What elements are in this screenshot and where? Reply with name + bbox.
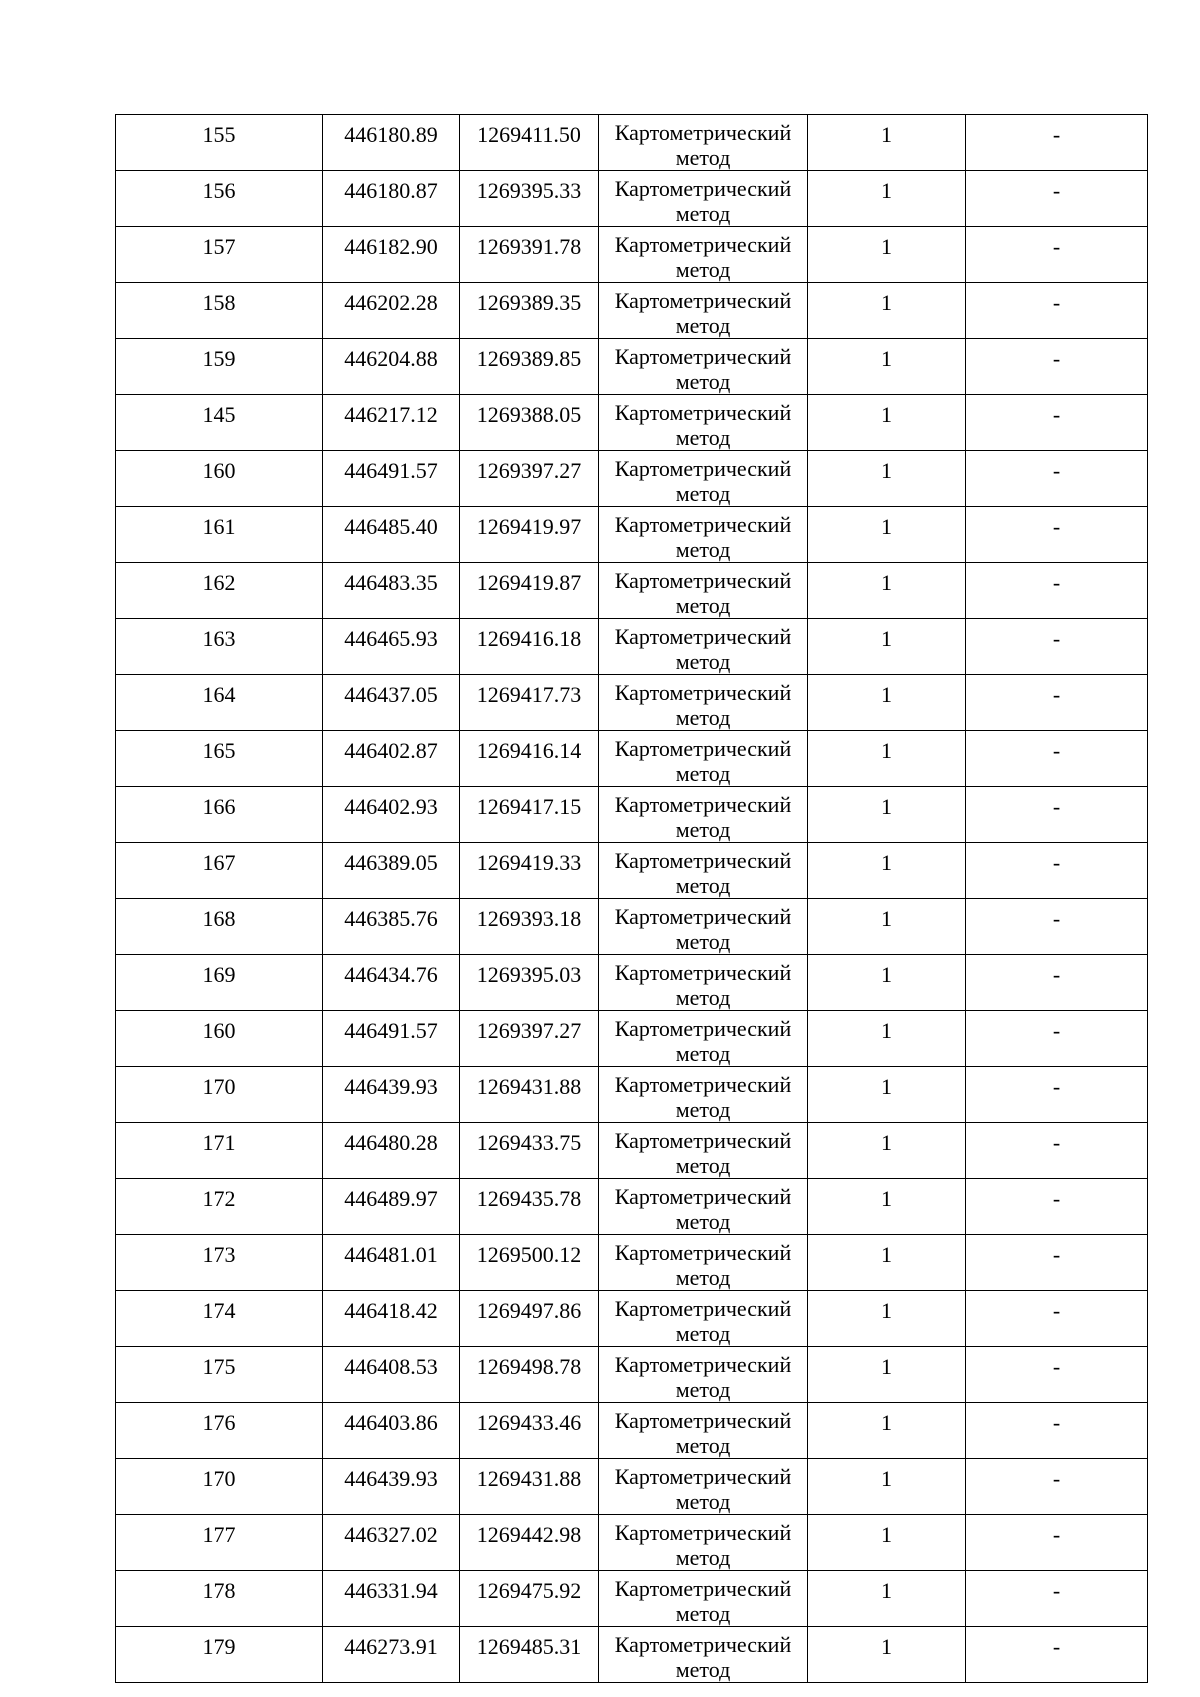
y-coordinate-cell: 1269433.75 [460, 1123, 599, 1179]
note-cell: - [966, 1235, 1148, 1291]
y-coordinate-cell: 1269389.35 [460, 283, 599, 339]
x-coordinate-cell: 446465.93 [323, 619, 460, 675]
y-coordinate-cell: 1269397.27 [460, 451, 599, 507]
y-coordinate-cell: 1269388.05 [460, 395, 599, 451]
point-number-cell: 162 [116, 563, 323, 619]
x-coordinate-cell: 446204.88 [323, 339, 460, 395]
note-cell: - [966, 1123, 1148, 1179]
point-number-cell: 167 [116, 843, 323, 899]
note-cell: - [966, 955, 1148, 1011]
point-number-cell: 145 [116, 395, 323, 451]
point-number-cell: 168 [116, 899, 323, 955]
x-coordinate-cell: 446480.28 [323, 1123, 460, 1179]
method-cell [599, 1347, 808, 1403]
method-cell [599, 1179, 808, 1235]
note-cell: - [966, 1571, 1148, 1627]
note-cell: - [966, 171, 1148, 227]
note-cell: - [966, 563, 1148, 619]
table-row [116, 1403, 1148, 1459]
accuracy-cell: 1 [808, 619, 966, 675]
table-row [116, 1067, 1148, 1123]
method-line-2: метод [675, 1097, 731, 1122]
method-line-1: Картометрический [614, 1016, 792, 1041]
table-row [116, 227, 1148, 283]
x-coordinate-cell: 446327.02 [323, 1515, 460, 1571]
accuracy-cell: 1 [808, 843, 966, 899]
accuracy-cell: 1 [808, 1515, 966, 1571]
x-coordinate-cell: 446217.12 [323, 395, 460, 451]
method-line-2: метод [675, 985, 731, 1010]
table-row [116, 1291, 1148, 1347]
accuracy-cell: 1 [808, 115, 966, 171]
method-line-1: Картометрический [614, 1072, 792, 1097]
table-row [116, 395, 1148, 451]
accuracy-cell: 1 [808, 1235, 966, 1291]
method-line-1: Картометрический [614, 400, 792, 425]
note-cell: - [966, 395, 1148, 451]
method-cell [599, 563, 808, 619]
y-coordinate-cell: 1269419.33 [460, 843, 599, 899]
y-coordinate-cell: 1269397.27 [460, 1011, 599, 1067]
table-row [116, 115, 1148, 171]
accuracy-cell: 1 [808, 227, 966, 283]
point-number-cell: 179 [116, 1627, 323, 1683]
method-line-2: метод [675, 1209, 731, 1234]
method-line-1: Картометрический [614, 512, 792, 537]
accuracy-cell: 1 [808, 1291, 966, 1347]
x-coordinate-cell: 446389.05 [323, 843, 460, 899]
table-row [116, 955, 1148, 1011]
method-line-2: метод [675, 1657, 731, 1682]
x-coordinate-cell: 446439.93 [323, 1459, 460, 1515]
method-cell [599, 899, 808, 955]
method-cell [599, 1515, 808, 1571]
y-coordinate-cell: 1269419.97 [460, 507, 599, 563]
method-line-2: метод [675, 1545, 731, 1570]
x-coordinate-cell: 446489.97 [323, 1179, 460, 1235]
point-number-cell: 171 [116, 1123, 323, 1179]
point-number-cell: 170 [116, 1067, 323, 1123]
note-cell: - [966, 899, 1148, 955]
table-row [116, 675, 1148, 731]
note-cell: - [966, 675, 1148, 731]
method-line-2: метод [675, 257, 731, 282]
x-coordinate-cell: 446491.57 [323, 451, 460, 507]
point-number-cell: 173 [116, 1235, 323, 1291]
accuracy-cell: 1 [808, 171, 966, 227]
accuracy-cell: 1 [808, 1011, 966, 1067]
method-line-1: Картометрический [614, 960, 792, 985]
y-coordinate-cell: 1269416.18 [460, 619, 599, 675]
method-line-1: Картометрический [614, 1520, 792, 1545]
method-line-1: Картометрический [614, 1184, 792, 1209]
method-line-2: метод [675, 145, 731, 170]
method-line-2: метод [675, 705, 731, 730]
y-coordinate-cell: 1269435.78 [460, 1179, 599, 1235]
method-cell [599, 619, 808, 675]
x-coordinate-cell: 446408.53 [323, 1347, 460, 1403]
y-coordinate-cell: 1269442.98 [460, 1515, 599, 1571]
y-coordinate-cell: 1269417.73 [460, 675, 599, 731]
method-line-1: Картометрический [614, 120, 792, 145]
point-number-cell: 175 [116, 1347, 323, 1403]
x-coordinate-cell: 446403.86 [323, 1403, 460, 1459]
point-number-cell: 159 [116, 339, 323, 395]
point-number-cell: 170 [116, 1459, 323, 1515]
table-row [116, 171, 1148, 227]
method-cell [599, 115, 808, 171]
method-cell [599, 1291, 808, 1347]
method-line-1: Картометрический [614, 848, 792, 873]
method-line-1: Картометрический [614, 680, 792, 705]
note-cell: - [966, 1515, 1148, 1571]
point-number-cell: 172 [116, 1179, 323, 1235]
note-cell: - [966, 1403, 1148, 1459]
method-line-1: Картометрический [614, 736, 792, 761]
y-coordinate-cell: 1269419.87 [460, 563, 599, 619]
table-row [116, 451, 1148, 507]
table-row [116, 1347, 1148, 1403]
coordinates-table-body [116, 115, 1148, 1683]
accuracy-cell: 1 [808, 899, 966, 955]
note-cell: - [966, 731, 1148, 787]
method-line-1: Картометрический [614, 792, 792, 817]
method-line-1: Картометрический [614, 1240, 792, 1265]
method-line-1: Картометрический [614, 624, 792, 649]
method-cell [599, 1459, 808, 1515]
accuracy-cell: 1 [808, 955, 966, 1011]
method-cell [599, 1571, 808, 1627]
method-line-2: метод [675, 1489, 731, 1514]
point-number-cell: 169 [116, 955, 323, 1011]
table-row [116, 1235, 1148, 1291]
x-coordinate-cell: 446483.35 [323, 563, 460, 619]
x-coordinate-cell: 446331.94 [323, 1571, 460, 1627]
method-cell [599, 675, 808, 731]
point-number-cell: 161 [116, 507, 323, 563]
point-number-cell: 176 [116, 1403, 323, 1459]
y-coordinate-cell: 1269395.33 [460, 171, 599, 227]
note-cell: - [966, 619, 1148, 675]
method-line-2: метод [675, 1265, 731, 1290]
x-coordinate-cell: 446180.87 [323, 171, 460, 227]
method-cell [599, 227, 808, 283]
point-number-cell: 158 [116, 283, 323, 339]
method-line-1: Картометрический [614, 1632, 792, 1657]
method-line-2: метод [675, 817, 731, 842]
accuracy-cell: 1 [808, 1571, 966, 1627]
method-line-1: Картометрический [614, 1576, 792, 1601]
method-cell [599, 339, 808, 395]
accuracy-cell: 1 [808, 395, 966, 451]
method-cell [599, 1403, 808, 1459]
point-number-cell: 156 [116, 171, 323, 227]
table-row [116, 507, 1148, 563]
accuracy-cell: 1 [808, 1123, 966, 1179]
point-number-cell: 177 [116, 1515, 323, 1571]
note-cell: - [966, 1627, 1148, 1683]
table-row [116, 843, 1148, 899]
table-row [116, 339, 1148, 395]
note-cell: - [966, 283, 1148, 339]
method-line-2: метод [675, 1153, 731, 1178]
y-coordinate-cell: 1269416.14 [460, 731, 599, 787]
method-cell [599, 171, 808, 227]
method-line-1: Картометрический [614, 288, 792, 313]
x-coordinate-cell: 446402.87 [323, 731, 460, 787]
method-line-2: метод [675, 481, 731, 506]
method-cell [599, 1123, 808, 1179]
note-cell: - [966, 451, 1148, 507]
note-cell: - [966, 339, 1148, 395]
note-cell: - [966, 1067, 1148, 1123]
table-row [116, 563, 1148, 619]
point-number-cell: 164 [116, 675, 323, 731]
x-coordinate-cell: 446491.57 [323, 1011, 460, 1067]
method-cell [599, 1627, 808, 1683]
method-line-2: метод [675, 649, 731, 674]
note-cell: - [966, 843, 1148, 899]
method-line-1: Картометрический [614, 176, 792, 201]
note-cell: - [966, 507, 1148, 563]
y-coordinate-cell: 1269497.86 [460, 1291, 599, 1347]
method-line-1: Картометрический [614, 1352, 792, 1377]
method-line-1: Картометрический [614, 344, 792, 369]
accuracy-cell: 1 [808, 675, 966, 731]
note-cell: - [966, 115, 1148, 171]
accuracy-cell: 1 [808, 283, 966, 339]
y-coordinate-cell: 1269391.78 [460, 227, 599, 283]
method-line-1: Картометрический [614, 904, 792, 929]
accuracy-cell: 1 [808, 1627, 966, 1683]
method-cell [599, 451, 808, 507]
accuracy-cell: 1 [808, 1067, 966, 1123]
method-line-2: метод [675, 593, 731, 618]
x-coordinate-cell: 446418.42 [323, 1291, 460, 1347]
method-cell [599, 1011, 808, 1067]
method-cell [599, 955, 808, 1011]
point-number-cell: 165 [116, 731, 323, 787]
table-row [116, 731, 1148, 787]
coordinates-table [115, 114, 1148, 1683]
y-coordinate-cell: 1269393.18 [460, 899, 599, 955]
method-line-2: метод [675, 1041, 731, 1066]
note-cell: - [966, 1011, 1148, 1067]
method-line-1: Картометрический [614, 1296, 792, 1321]
accuracy-cell: 1 [808, 563, 966, 619]
method-line-2: метод [675, 537, 731, 562]
note-cell: - [966, 1291, 1148, 1347]
method-line-2: метод [675, 369, 731, 394]
method-cell [599, 1235, 808, 1291]
method-line-1: Картометрический [614, 1128, 792, 1153]
point-number-cell: 157 [116, 227, 323, 283]
table-row [116, 1571, 1148, 1627]
method-line-2: метод [675, 1433, 731, 1458]
accuracy-cell: 1 [808, 339, 966, 395]
y-coordinate-cell: 1269395.03 [460, 955, 599, 1011]
note-cell: - [966, 227, 1148, 283]
method-line-2: метод [675, 761, 731, 786]
method-line-1: Картометрический [614, 456, 792, 481]
x-coordinate-cell: 446485.40 [323, 507, 460, 563]
table-row [116, 619, 1148, 675]
method-line-2: метод [675, 873, 731, 898]
method-cell [599, 1067, 808, 1123]
x-coordinate-cell: 446439.93 [323, 1067, 460, 1123]
x-coordinate-cell: 446402.93 [323, 787, 460, 843]
accuracy-cell: 1 [808, 451, 966, 507]
method-line-2: метод [675, 201, 731, 226]
note-cell: - [966, 1459, 1148, 1515]
y-coordinate-cell: 1269433.46 [460, 1403, 599, 1459]
accuracy-cell: 1 [808, 1403, 966, 1459]
y-coordinate-cell: 1269498.78 [460, 1347, 599, 1403]
method-cell [599, 395, 808, 451]
method-line-2: метод [675, 425, 731, 450]
method-cell [599, 787, 808, 843]
method-line-2: метод [675, 1601, 731, 1626]
method-line-1: Картометрический [614, 568, 792, 593]
method-line-2: метод [675, 1377, 731, 1402]
accuracy-cell: 1 [808, 731, 966, 787]
table-row [116, 1179, 1148, 1235]
x-coordinate-cell: 446180.89 [323, 115, 460, 171]
point-number-cell: 160 [116, 1011, 323, 1067]
method-line-1: Картометрический [614, 232, 792, 257]
table-row [116, 1459, 1148, 1515]
y-coordinate-cell: 1269389.85 [460, 339, 599, 395]
point-number-cell: 163 [116, 619, 323, 675]
method-line-2: метод [675, 313, 731, 338]
x-coordinate-cell: 446434.76 [323, 955, 460, 1011]
x-coordinate-cell: 446385.76 [323, 899, 460, 955]
y-coordinate-cell: 1269475.92 [460, 1571, 599, 1627]
x-coordinate-cell: 446437.05 [323, 675, 460, 731]
x-coordinate-cell: 446273.91 [323, 1627, 460, 1683]
method-line-1: Картометрический [614, 1408, 792, 1433]
y-coordinate-cell: 1269417.15 [460, 787, 599, 843]
accuracy-cell: 1 [808, 1459, 966, 1515]
note-cell: - [966, 1179, 1148, 1235]
table-row [116, 1011, 1148, 1067]
table-row [116, 1123, 1148, 1179]
table-row [116, 283, 1148, 339]
method-line-2: метод [675, 1321, 731, 1346]
method-cell [599, 283, 808, 339]
accuracy-cell: 1 [808, 787, 966, 843]
accuracy-cell: 1 [808, 507, 966, 563]
table-row [116, 1515, 1148, 1571]
x-coordinate-cell: 446182.90 [323, 227, 460, 283]
method-line-2: метод [675, 929, 731, 954]
point-number-cell: 166 [116, 787, 323, 843]
point-number-cell: 155 [116, 115, 323, 171]
method-line-1: Картометрический [614, 1464, 792, 1489]
x-coordinate-cell: 446202.28 [323, 283, 460, 339]
table-row [116, 1627, 1148, 1683]
note-cell: - [966, 787, 1148, 843]
table-row [116, 787, 1148, 843]
y-coordinate-cell: 1269431.88 [460, 1067, 599, 1123]
note-cell: - [966, 1347, 1148, 1403]
method-cell [599, 843, 808, 899]
point-number-cell: 160 [116, 451, 323, 507]
accuracy-cell: 1 [808, 1347, 966, 1403]
y-coordinate-cell: 1269431.88 [460, 1459, 599, 1515]
method-cell [599, 731, 808, 787]
point-number-cell: 178 [116, 1571, 323, 1627]
y-coordinate-cell: 1269411.50 [460, 115, 599, 171]
point-number-cell: 174 [116, 1291, 323, 1347]
x-coordinate-cell: 446481.01 [323, 1235, 460, 1291]
method-cell [599, 507, 808, 563]
y-coordinate-cell: 1269485.31 [460, 1627, 599, 1683]
accuracy-cell: 1 [808, 1179, 966, 1235]
y-coordinate-cell: 1269500.12 [460, 1235, 599, 1291]
table-row [116, 899, 1148, 955]
